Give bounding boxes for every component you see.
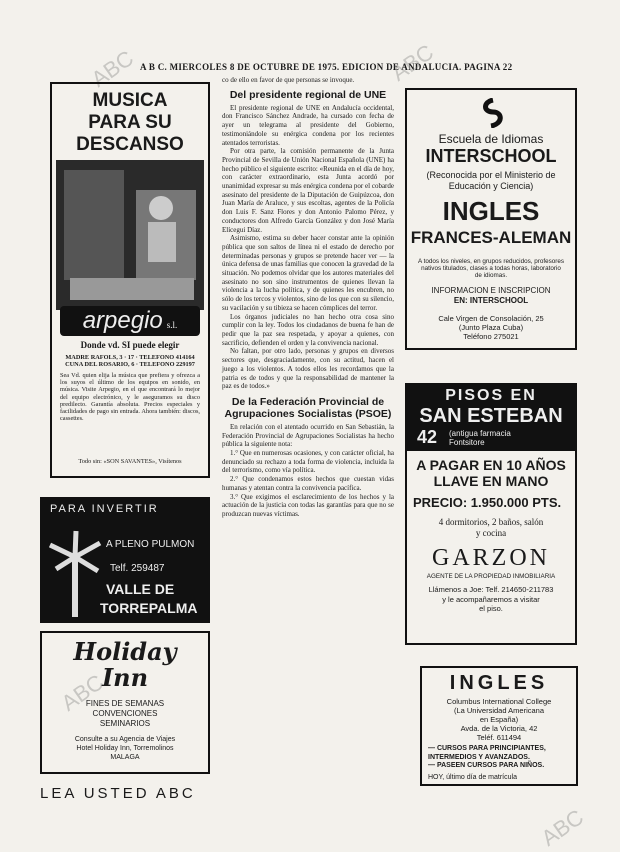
interschool-accreditation: (Reconocida por el Ministerio de Educación y Ciencia): [426, 170, 556, 191]
interschool-info: [407, 286, 575, 306]
page-header: A B C. MIERCOLES 8 DE OCTUBRE DE 1975. EDICION DE ANDALUCIA. PAGINA 22: [140, 62, 513, 72]
interschool-address: [407, 314, 575, 341]
location-line: Fontsitore: [449, 438, 485, 447]
slogan-lea-abc: LEA USTED ABC: [40, 785, 196, 802]
torrepalma-line-2: A PLENO PULMON: [106, 539, 195, 550]
ad-holiday-inn: [40, 631, 210, 774]
headline-line: MUSICA: [92, 90, 168, 111]
location-line: (antigua farmacia: [449, 429, 511, 438]
watermark: ABC: [56, 669, 109, 716]
ad-torrepalma: [40, 497, 210, 623]
article-paragraph: Asimismo, estima su deber hacer constar ante la opinión pública que son saltos de línea ni el estado de derecho por determinadas personas y grupos se pretende hacer ver — la única defensa de unas familias que conocen la gravedad de la situación. No podemos olvidar que los autores materiales del asesinato no son sino instrumentos de quienes llevan la violencia a la lucha política, y de quienes les encubren, no sólo de los tercos y violentos, sino de los que con su silencio, su vacilación y su tibieza se hacen cómplices del terror.: [222, 234, 394, 312]
interschool-line-1: Escuela de Idiomas: [438, 132, 544, 146]
pisos-line-2: SAN ESTEBAN: [419, 405, 563, 427]
school-line: Avda. de la Victoria, 42: [460, 724, 538, 733]
pisos-line-1: PISOS EN: [445, 387, 537, 404]
ingles-school: [422, 697, 576, 742]
arpegio-brand: arpegio: [82, 307, 163, 334]
arpegio-suffix: s.l.: [166, 320, 178, 330]
address-line: Teléfono 275021: [463, 332, 519, 341]
holiday-line: MALAGA: [110, 754, 140, 761]
address-line: MADRE RAFOLS, 3 · 17 · TELEFONO 414164: [65, 354, 195, 361]
info-line: EN: INTERSCHOOL: [453, 296, 529, 305]
school-line: Columbus International College: [446, 697, 552, 706]
torrepalma-line-4: VALLE DE: [106, 581, 175, 597]
holiday-line: SEMINARIOS: [99, 719, 151, 728]
pisos-contact: [411, 585, 571, 614]
course-line: — PASEEN CURSOS PARA NIÑOS.: [428, 762, 545, 769]
holiday-line: Hotel Holiday Inn, Torremolinos: [76, 745, 174, 752]
headline-line: A PAGAR EN 10 AÑOS: [416, 457, 566, 473]
desc-line: 4 dormitorios, 2 baños, salón: [438, 517, 544, 527]
school-line: Teléf. 611494: [476, 733, 522, 742]
ad-interschool: [405, 88, 577, 350]
headline-line: PARA SU: [88, 112, 172, 133]
article-paragraph: Los órganos judiciales no han hecho otra cosa sino cumplir con la ley. Todos los ciudadanos de buena fe han de pedir que la paz sea respetada, y apoyar a quienes, con sacrificio, defienden el orden y la convivencia nacional.: [222, 312, 394, 347]
ad-arpegio: [50, 82, 210, 478]
headline-line: DESCANSO: [76, 134, 184, 155]
watermark: ABC: [86, 45, 139, 92]
headline-line: LLAVE EN MANO: [433, 473, 549, 489]
ingles-title: INGLES: [449, 672, 549, 694]
ad-pisos-san-esteban: [405, 383, 577, 645]
desc-line: y cocina: [475, 528, 507, 538]
pisos-price: PRECIO: 1.950.000 PTS.: [413, 495, 562, 510]
arpegio-tagline: Donde vd. SI puede elegir: [80, 340, 180, 350]
holiday-inn-logo: [42, 639, 208, 691]
ingles-footer: HOY, último día de matrícula: [428, 773, 517, 781]
article-lead-in: co de ello en favor de que personas se invoque.: [222, 76, 355, 84]
pisos-headline: [407, 457, 575, 489]
holiday-line: CONVENCIONES: [92, 709, 158, 718]
torrepalma-line-5: TORREPALMA: [100, 600, 198, 616]
interschool-logo-icon: [479, 98, 507, 128]
holiday-logo-line: Inn: [101, 663, 149, 692]
article-column: [222, 76, 394, 519]
address-line: Cale Virgen de Consolación, 25: [438, 314, 544, 323]
arpegio-footer: Todo sin: «SON SAVANTES», Visítenos: [78, 458, 182, 465]
info-line: INFORMACION E INSCRIPCION: [431, 286, 551, 295]
holiday-line: Consulte a su Agencia de Viajes: [74, 736, 176, 743]
article-heading: De la Federación Provincial de Agrupaciones Socialistas (PSOE): [224, 395, 392, 420]
interschool-copy: A todos los niveles, en grupos reducidos, profesores nativos titulados, clases a todas horas, laboratorio de idiomas.: [418, 258, 564, 280]
ad-arpegio-headline: [52, 90, 208, 156]
palm-tree-icon: [46, 527, 106, 619]
pisos-banner: [407, 385, 575, 451]
address-line: CUNA DEL ROSARIO, 6 · TELEFONO 229197: [65, 361, 195, 369]
interschool-headline-1: INGLES: [442, 196, 540, 226]
pisos-number: 42: [417, 427, 438, 447]
course-line: — CURSOS PARA PRINCIPIANTES, INTERMEDIOS Y AVANZADOS.: [428, 745, 546, 761]
garzon-subtitle: AGENTE DE LA PROPIEDAD INMOBILIARIA: [426, 573, 556, 580]
article-paragraph: 2.° Que condenamos estos hechos que cuestan vidas humanas y atentan contra la convivencia pacífica.: [222, 475, 394, 492]
holiday-line: FINES DE SEMANAS: [85, 699, 165, 708]
interschool-headline-2: FRANCES-ALEMAN: [410, 228, 572, 247]
arpegio-copy: Sea Vd. quien elija la música que prefiera y ofrezca a los suyos el último de los equipos en sonido, en música. Visite Arpegio, en el que encontrará lo mejor del equipo electrónico, y le aseguramos su disco predilecto. Garantía absoluta. Precios especiales y facilidades de pago sin entrada. Ahora también: discos, cassettes.: [60, 372, 200, 423]
article-paragraph: No faltan, por otro lado, personas y grupos en diversos sectores que, desgraciadamente, con su actitud, hacen el juego a los violentos. A todos ellos les recordamos que la patria es de todos y que la responsabilidad de mantener la paz es de todos.»: [222, 347, 394, 391]
pisos-location: [449, 429, 511, 447]
article-paragraph: El presidente regional de UNE en Andalucía occidental, don Francisco Sánchez Andrade, ha cursado con fecha de ayer un telegrama al presidente del Gobierno, testimoniándole su enérgica condena por los recientes atentados terroristas.: [222, 103, 394, 147]
article-paragraph: En relación con el atentado ocurrido en San Sebastián, la Federación Provincial de Agrupaciones Socialistas ha hecho pública la siguiente nota:: [222, 422, 394, 449]
school-line: en España): [479, 715, 519, 724]
article-paragraph: 1.° Que en numerosas ocasiones, y con carácter oficial, ha denunciado su rechazo a toda forma de violencia, incluida la del terrorismo, como vía política.: [222, 449, 394, 475]
ingles-courses: [428, 745, 570, 771]
watermark: ABC: [536, 804, 589, 851]
garzon-logo: GARZON: [432, 545, 550, 571]
watermark: ABC: [386, 39, 439, 86]
school-line: (La Universidad Americana: [453, 706, 545, 715]
interschool-name: INTERSCHOOL: [425, 146, 557, 166]
ad-ingles-columbus: [420, 666, 578, 786]
musician-photo: [56, 160, 204, 310]
torrepalma-line-1: PARA INVERTIR: [50, 503, 159, 515]
article-heading: Del presidente regional de UNE: [229, 88, 387, 101]
holiday-services: [42, 699, 208, 729]
pisos-description: [407, 517, 575, 539]
torrepalma-phone: Telf. 259487: [110, 563, 165, 574]
arpegio-logo: [60, 306, 200, 336]
article-paragraph: 3.° Que exigimos el esclarecimiento de los hechos y la actuación de la justicia con todas las garantías para que no se produzcan nuevas víctimas.: [222, 492, 394, 518]
address-line: (Junto Plaza Cuba): [458, 323, 524, 332]
holiday-logo-line: Holiday: [73, 637, 177, 666]
article-paragraph: Por otra parte, la comisión permanente de la Junta Provincial de Sevilla de Unión Nacional Española (UNE) ha hecho público el siguiente escrito: «Reunida en el día de hoy, con carácter extraordinario, esta Junta acordó por unanimidad expresar su más enérgica condena por el cobarde asesinato del presidente de la Diputación de Guipúzcoa, don Juan María de Araluce, y sus escoltas, agentes de la Policía don Luis F. Sanz Flores y don Antonio Palomo Pérez, y conductores don Alfredo García González y don José María Elícegui Díaz.: [222, 147, 394, 234]
holiday-contact: [42, 735, 208, 762]
contact-line: el piso.: [479, 604, 503, 613]
contact-line: y le acompañaremos a visitar: [442, 594, 540, 604]
contact-line: Llámenos a Joe: Telf. 214650-211783: [428, 585, 554, 594]
arpegio-address: [56, 354, 204, 368]
